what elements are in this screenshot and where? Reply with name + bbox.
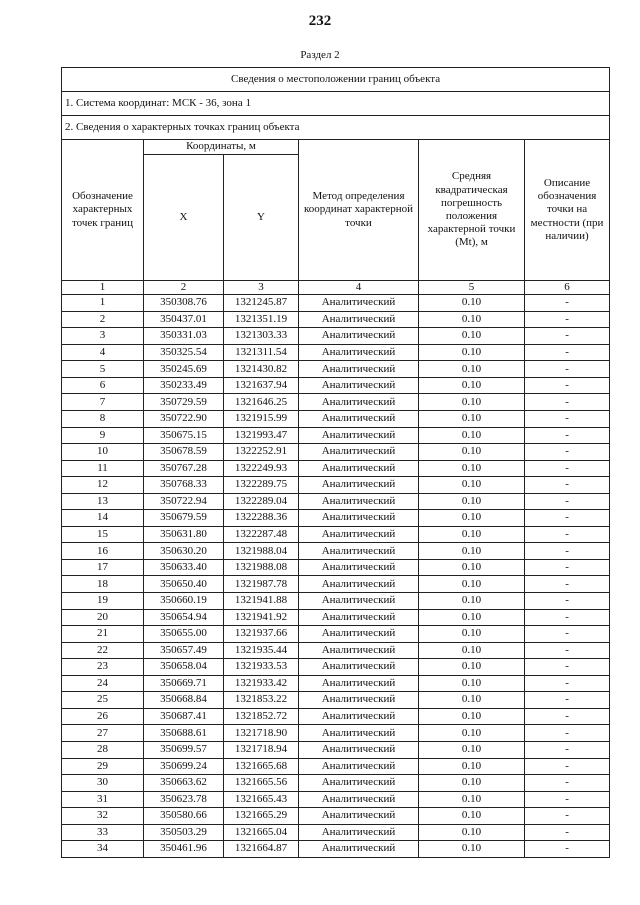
- point-number-cell: 8: [62, 411, 144, 428]
- x-coordinate-cell: 350461.96: [144, 841, 224, 858]
- x-coordinate-cell: 350729.59: [144, 394, 224, 411]
- description-cell: -: [525, 708, 610, 725]
- description-cell: -: [525, 791, 610, 808]
- point-number-cell: 16: [62, 543, 144, 560]
- table-row: [62, 593, 610, 610]
- y-coordinate-cell: 1321718.90: [224, 725, 299, 742]
- method-cell: Аналитический: [299, 824, 419, 841]
- description-cell: -: [525, 427, 610, 444]
- description-cell: -: [525, 477, 610, 494]
- method-cell: Аналитический: [299, 361, 419, 378]
- y-coordinate-cell: 1321941.88: [224, 593, 299, 610]
- error-cell: 0.10: [419, 808, 525, 825]
- y-coordinate-cell: 1321937.66: [224, 626, 299, 643]
- table-row: [62, 775, 610, 792]
- y-coordinate-cell: 1321933.42: [224, 675, 299, 692]
- error-cell: 0.10: [419, 444, 525, 461]
- point-number-cell: 34: [62, 841, 144, 858]
- header-y: Y: [224, 155, 299, 281]
- point-number-cell: 33: [62, 824, 144, 841]
- table-row: [62, 841, 610, 858]
- coord-system-row: 1. Система координат: МСК - 36, зона 1: [62, 92, 610, 116]
- y-coordinate-cell: 1321915.99: [224, 411, 299, 428]
- method-cell: Аналитический: [299, 725, 419, 742]
- y-coordinate-cell: 1321303.33: [224, 328, 299, 345]
- description-cell: -: [525, 741, 610, 758]
- error-cell: 0.10: [419, 411, 525, 428]
- error-cell: 0.10: [419, 642, 525, 659]
- description-cell: -: [525, 543, 610, 560]
- table-row: [62, 394, 610, 411]
- error-cell: 0.10: [419, 543, 525, 560]
- method-cell: Аналитический: [299, 593, 419, 610]
- boundary-points-table: [61, 67, 610, 858]
- description-cell: -: [525, 675, 610, 692]
- description-cell: -: [525, 609, 610, 626]
- error-cell: 0.10: [419, 295, 525, 312]
- table-row: [62, 427, 610, 444]
- y-coordinate-cell: 1321665.43: [224, 791, 299, 808]
- table-row: [62, 361, 610, 378]
- x-coordinate-cell: 350660.19: [144, 593, 224, 610]
- x-coordinate-cell: 350663.62: [144, 775, 224, 792]
- y-coordinate-cell: 1321987.78: [224, 576, 299, 593]
- y-coordinate-cell: 1322249.93: [224, 460, 299, 477]
- description-cell: -: [525, 344, 610, 361]
- table-row: [62, 477, 610, 494]
- point-number-cell: 23: [62, 659, 144, 676]
- description-cell: -: [525, 642, 610, 659]
- point-number-cell: 30: [62, 775, 144, 792]
- description-cell: -: [525, 576, 610, 593]
- error-cell: 0.10: [419, 394, 525, 411]
- x-coordinate-cell: 350437.01: [144, 311, 224, 328]
- method-cell: Аналитический: [299, 444, 419, 461]
- point-number-cell: 17: [62, 559, 144, 576]
- point-number-cell: 10: [62, 444, 144, 461]
- method-cell: Аналитический: [299, 692, 419, 709]
- header-coordinates: Координаты, м: [144, 140, 299, 155]
- description-cell: -: [525, 493, 610, 510]
- description-cell: -: [525, 411, 610, 428]
- description-cell: -: [525, 311, 610, 328]
- x-coordinate-cell: 350768.33: [144, 477, 224, 494]
- method-cell: Аналитический: [299, 311, 419, 328]
- point-number-cell: 1: [62, 295, 144, 312]
- point-number-cell: 20: [62, 609, 144, 626]
- y-coordinate-cell: 1321718.94: [224, 741, 299, 758]
- description-cell: -: [525, 361, 610, 378]
- x-coordinate-cell: 350699.57: [144, 741, 224, 758]
- table-row: [62, 626, 610, 643]
- points-heading-row: 2. Сведения о характерных точках границ объекта: [62, 116, 610, 140]
- method-cell: Аналитический: [299, 377, 419, 394]
- description-cell: -: [525, 526, 610, 543]
- method-cell: Аналитический: [299, 344, 419, 361]
- table-row: [62, 543, 610, 560]
- point-number-cell: 6: [62, 377, 144, 394]
- point-number-cell: 15: [62, 526, 144, 543]
- table-row: [62, 510, 610, 527]
- error-cell: 0.10: [419, 576, 525, 593]
- point-number-cell: 13: [62, 493, 144, 510]
- y-coordinate-cell: 1321993.47: [224, 427, 299, 444]
- y-coordinate-cell: 1322287.48: [224, 526, 299, 543]
- y-coordinate-cell: 1321988.04: [224, 543, 299, 560]
- x-coordinate-cell: 350655.00: [144, 626, 224, 643]
- point-number-cell: 21: [62, 626, 144, 643]
- x-coordinate-cell: 350658.04: [144, 659, 224, 676]
- method-cell: Аналитический: [299, 642, 419, 659]
- point-number-cell: 26: [62, 708, 144, 725]
- error-cell: 0.10: [419, 328, 525, 345]
- table-row: [62, 741, 610, 758]
- error-cell: 0.10: [419, 791, 525, 808]
- column-number: 6: [525, 281, 610, 295]
- table-row: [62, 328, 610, 345]
- error-cell: 0.10: [419, 477, 525, 494]
- column-number: 5: [419, 281, 525, 295]
- point-number-cell: 5: [62, 361, 144, 378]
- error-cell: 0.10: [419, 510, 525, 527]
- table-row: [62, 493, 610, 510]
- method-cell: Аналитический: [299, 758, 419, 775]
- point-number-cell: 31: [62, 791, 144, 808]
- table-row: [62, 444, 610, 461]
- y-coordinate-cell: 1321351.19: [224, 311, 299, 328]
- error-cell: 0.10: [419, 659, 525, 676]
- y-coordinate-cell: 1322288.36: [224, 510, 299, 527]
- y-coordinate-cell: 1322289.75: [224, 477, 299, 494]
- error-cell: 0.10: [419, 824, 525, 841]
- y-coordinate-cell: 1321988.08: [224, 559, 299, 576]
- error-cell: 0.10: [419, 361, 525, 378]
- description-cell: -: [525, 559, 610, 576]
- method-cell: Аналитический: [299, 808, 419, 825]
- error-cell: 0.10: [419, 841, 525, 858]
- y-coordinate-cell: 1322252.91: [224, 444, 299, 461]
- error-cell: 0.10: [419, 427, 525, 444]
- x-coordinate-cell: 350623.78: [144, 791, 224, 808]
- method-cell: Аналитический: [299, 791, 419, 808]
- x-coordinate-cell: 350654.94: [144, 609, 224, 626]
- point-number-cell: 14: [62, 510, 144, 527]
- column-number: 1: [62, 281, 144, 295]
- header-method: Метод определения координат характерной точки: [299, 140, 419, 281]
- point-number-cell: 11: [62, 460, 144, 477]
- table-row: [62, 758, 610, 775]
- point-number-cell: 28: [62, 741, 144, 758]
- error-cell: 0.10: [419, 675, 525, 692]
- description-cell: -: [525, 444, 610, 461]
- table-row: [62, 377, 610, 394]
- x-coordinate-cell: 350678.59: [144, 444, 224, 461]
- column-number: 3: [224, 281, 299, 295]
- method-cell: Аналитический: [299, 460, 419, 477]
- description-cell: -: [525, 808, 610, 825]
- table-row: [62, 725, 610, 742]
- table-row: [62, 675, 610, 692]
- point-number-cell: 7: [62, 394, 144, 411]
- x-coordinate-cell: 350630.20: [144, 543, 224, 560]
- x-coordinate-cell: 350308.76: [144, 295, 224, 312]
- table-row: [62, 692, 610, 709]
- point-number-cell: 24: [62, 675, 144, 692]
- description-cell: -: [525, 824, 610, 841]
- point-number-cell: 4: [62, 344, 144, 361]
- x-coordinate-cell: 350722.94: [144, 493, 224, 510]
- description-cell: -: [525, 328, 610, 345]
- table-row: [62, 808, 610, 825]
- description-cell: -: [525, 295, 610, 312]
- description-cell: -: [525, 626, 610, 643]
- error-cell: 0.10: [419, 775, 525, 792]
- description-cell: -: [525, 841, 610, 858]
- method-cell: Аналитический: [299, 708, 419, 725]
- description-cell: -: [525, 394, 610, 411]
- error-cell: 0.10: [419, 708, 525, 725]
- y-coordinate-cell: 1321637.94: [224, 377, 299, 394]
- method-cell: Аналитический: [299, 493, 419, 510]
- table-row: [62, 609, 610, 626]
- table-row: [62, 824, 610, 841]
- table-row: [62, 576, 610, 593]
- table-row: [62, 708, 610, 725]
- method-cell: Аналитический: [299, 510, 419, 527]
- table-row: [62, 411, 610, 428]
- table-row: [62, 642, 610, 659]
- method-cell: Аналитический: [299, 328, 419, 345]
- point-number-cell: 18: [62, 576, 144, 593]
- error-cell: 0.10: [419, 344, 525, 361]
- point-number-cell: 2: [62, 311, 144, 328]
- point-number-cell: 32: [62, 808, 144, 825]
- error-cell: 0.10: [419, 741, 525, 758]
- error-cell: 0.10: [419, 609, 525, 626]
- description-cell: -: [525, 775, 610, 792]
- table-row: [62, 311, 610, 328]
- x-coordinate-cell: 350233.49: [144, 377, 224, 394]
- section-label: Раздел 2: [300, 49, 340, 61]
- point-number-cell: 27: [62, 725, 144, 742]
- error-cell: 0.10: [419, 460, 525, 477]
- table-row: [62, 559, 610, 576]
- error-cell: 0.10: [419, 377, 525, 394]
- description-cell: -: [525, 758, 610, 775]
- point-number-cell: 3: [62, 328, 144, 345]
- x-coordinate-cell: 350687.41: [144, 708, 224, 725]
- method-cell: Аналитический: [299, 609, 419, 626]
- table-row: [62, 791, 610, 808]
- y-coordinate-cell: 1321665.04: [224, 824, 299, 841]
- method-cell: Аналитический: [299, 559, 419, 576]
- y-coordinate-cell: 1321430.82: [224, 361, 299, 378]
- error-cell: 0.10: [419, 493, 525, 510]
- y-coordinate-cell: 1321665.56: [224, 775, 299, 792]
- y-coordinate-cell: 1321852.72: [224, 708, 299, 725]
- error-cell: 0.10: [419, 526, 525, 543]
- y-coordinate-cell: 1321311.54: [224, 344, 299, 361]
- point-number-cell: 22: [62, 642, 144, 659]
- method-cell: Аналитический: [299, 295, 419, 312]
- x-coordinate-cell: 350668.84: [144, 692, 224, 709]
- x-coordinate-cell: 350669.71: [144, 675, 224, 692]
- point-number-cell: 29: [62, 758, 144, 775]
- y-coordinate-cell: 1321665.68: [224, 758, 299, 775]
- header-error: Средняя квадратическая погрешность положения характерной точки (Mt), м: [419, 140, 525, 281]
- error-cell: 0.10: [419, 758, 525, 775]
- error-cell: 0.10: [419, 626, 525, 643]
- y-coordinate-cell: 1321245.87: [224, 295, 299, 312]
- y-coordinate-cell: 1321933.53: [224, 659, 299, 676]
- x-coordinate-cell: 350580.66: [144, 808, 224, 825]
- point-number-cell: 9: [62, 427, 144, 444]
- column-number: 4: [299, 281, 419, 295]
- x-coordinate-cell: 350245.69: [144, 361, 224, 378]
- column-number: 2: [144, 281, 224, 295]
- x-coordinate-cell: 350631.80: [144, 526, 224, 543]
- y-coordinate-cell: 1321935.44: [224, 642, 299, 659]
- x-coordinate-cell: 350679.59: [144, 510, 224, 527]
- error-cell: 0.10: [419, 559, 525, 576]
- x-coordinate-cell: 350657.49: [144, 642, 224, 659]
- method-cell: Аналитический: [299, 543, 419, 560]
- error-cell: 0.10: [419, 593, 525, 610]
- x-coordinate-cell: 350675.15: [144, 427, 224, 444]
- x-coordinate-cell: 350767.28: [144, 460, 224, 477]
- x-coordinate-cell: 350325.54: [144, 344, 224, 361]
- point-number-cell: 19: [62, 593, 144, 610]
- method-cell: Аналитический: [299, 526, 419, 543]
- table-row: [62, 460, 610, 477]
- y-coordinate-cell: 1322289.04: [224, 493, 299, 510]
- table-row: [62, 659, 610, 676]
- description-cell: -: [525, 692, 610, 709]
- method-cell: Аналитический: [299, 775, 419, 792]
- method-cell: Аналитический: [299, 626, 419, 643]
- x-coordinate-cell: 350503.29: [144, 824, 224, 841]
- point-number-cell: 12: [62, 477, 144, 494]
- method-cell: Аналитический: [299, 659, 419, 676]
- x-coordinate-cell: 350331.03: [144, 328, 224, 345]
- table-row: [62, 295, 610, 312]
- method-cell: Аналитический: [299, 675, 419, 692]
- y-coordinate-cell: 1321853.22: [224, 692, 299, 709]
- header-description: Описание обозначения точки на местности (при наличии): [525, 140, 610, 281]
- method-cell: Аналитический: [299, 394, 419, 411]
- method-cell: Аналитический: [299, 427, 419, 444]
- error-cell: 0.10: [419, 311, 525, 328]
- method-cell: Аналитический: [299, 841, 419, 858]
- table-title: Сведения о местоположении границ объекта: [62, 68, 610, 92]
- description-cell: -: [525, 510, 610, 527]
- x-coordinate-cell: 350722.90: [144, 411, 224, 428]
- page-number: 232: [308, 13, 332, 29]
- description-cell: -: [525, 377, 610, 394]
- y-coordinate-cell: 1321664.87: [224, 841, 299, 858]
- method-cell: Аналитический: [299, 477, 419, 494]
- header-designation: Обозначение характерных точек границ: [62, 140, 144, 281]
- column-number-row: [62, 281, 610, 295]
- x-coordinate-cell: 350688.61: [144, 725, 224, 742]
- error-cell: 0.10: [419, 725, 525, 742]
- y-coordinate-cell: 1321665.29: [224, 808, 299, 825]
- point-number-cell: 25: [62, 692, 144, 709]
- description-cell: -: [525, 659, 610, 676]
- header-x: X: [144, 155, 224, 281]
- description-cell: -: [525, 725, 610, 742]
- table-row: [62, 526, 610, 543]
- method-cell: Аналитический: [299, 411, 419, 428]
- x-coordinate-cell: 350699.24: [144, 758, 224, 775]
- method-cell: Аналитический: [299, 576, 419, 593]
- method-cell: Аналитический: [299, 741, 419, 758]
- x-coordinate-cell: 350633.40: [144, 559, 224, 576]
- description-cell: -: [525, 593, 610, 610]
- table-row: [62, 344, 610, 361]
- table-body: [62, 295, 610, 858]
- error-cell: 0.10: [419, 692, 525, 709]
- description-cell: -: [525, 460, 610, 477]
- y-coordinate-cell: 1321941.92: [224, 609, 299, 626]
- y-coordinate-cell: 1321646.25: [224, 394, 299, 411]
- x-coordinate-cell: 350650.40: [144, 576, 224, 593]
